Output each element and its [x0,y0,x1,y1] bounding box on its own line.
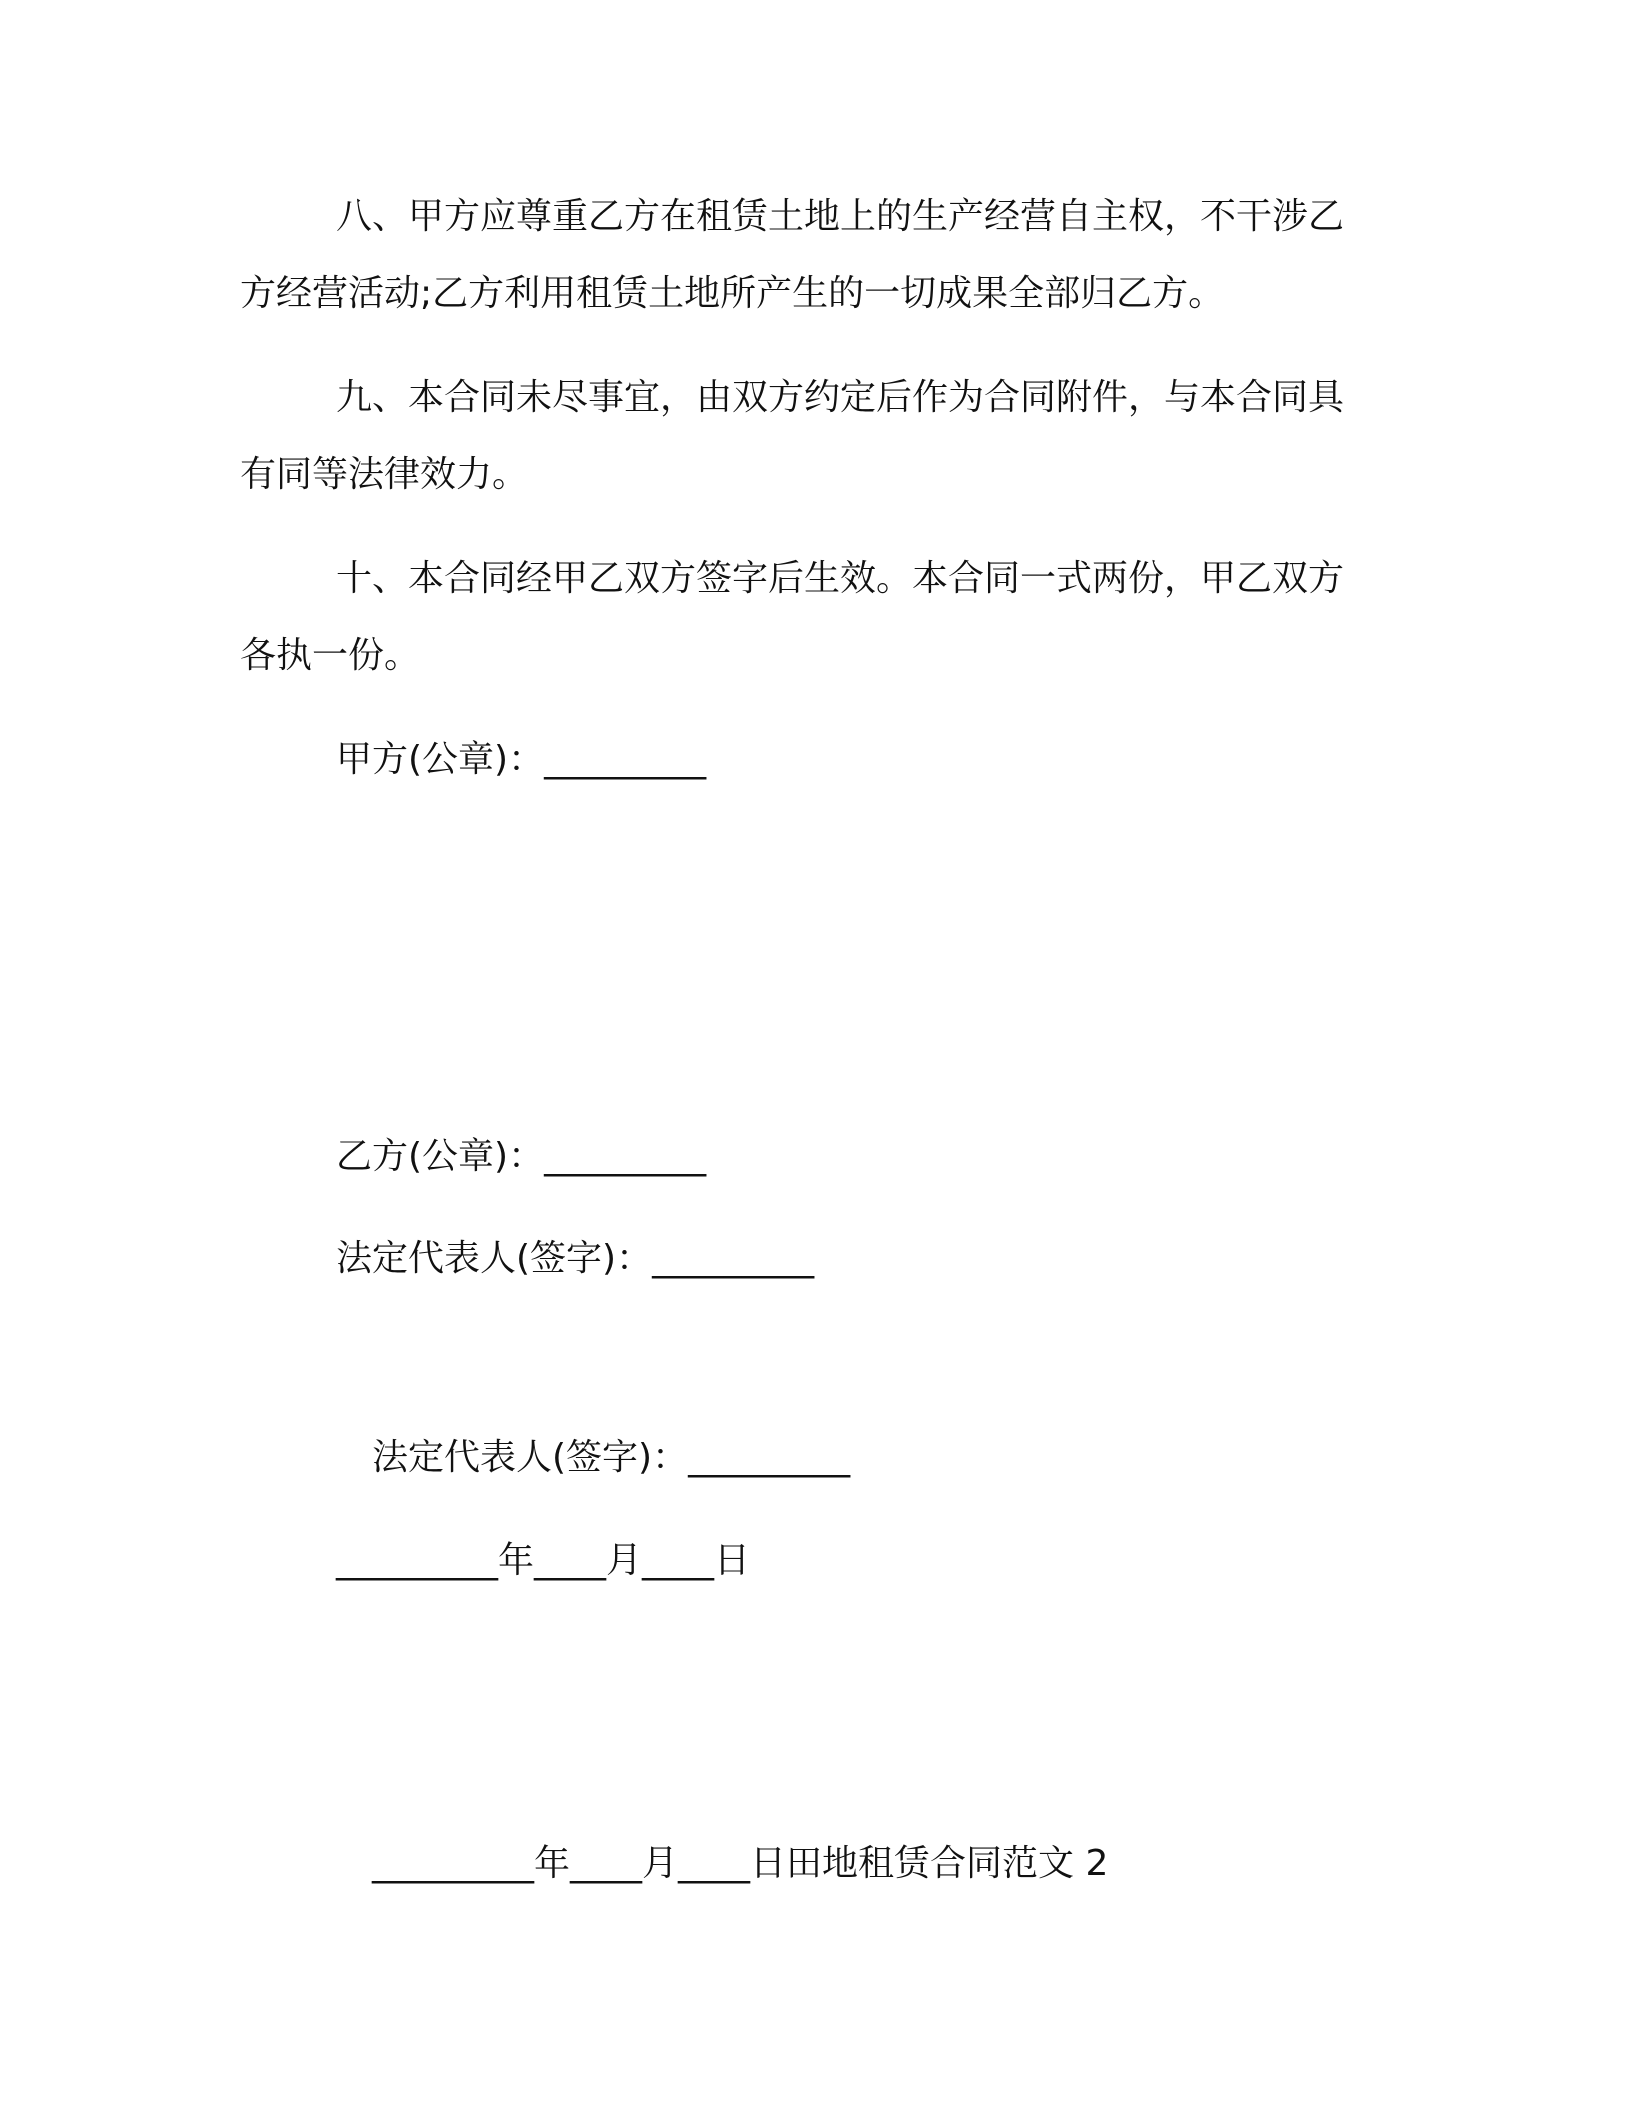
party-a-seal-line: 甲方(公章)：_________ [336,739,707,780]
date-line-with-next-title: _________年____月____日田地租赁合同范文 2 [372,1843,1109,1884]
clause-10-paragraph: 十、本合同经甲乙双方签字后生效。本合同一式两份，甲乙双方各执一份。 [240,558,1345,676]
legal-representative-signature-line: 法定代表人(签字)：_________ [336,1238,815,1279]
clause-9-paragraph: 九、本合同未尽事宜，由双方约定后作为合同附件，与本合同具有同等法律效力。 [240,377,1345,495]
clause-8-paragraph: 八、甲方应尊重乙方在租赁土地上的生产经营自主权，不干涉乙方经营活动;乙方利用租赁土地所产生的一切成果全部归乙方。 [240,196,1345,314]
party-b-seal-line: 乙方(公章)：_________ [336,1136,707,1177]
legal-representative-signature-line-2: 法定代表人(签字)：_________ [372,1437,851,1478]
date-line: _________年____月____日 [336,1540,750,1581]
